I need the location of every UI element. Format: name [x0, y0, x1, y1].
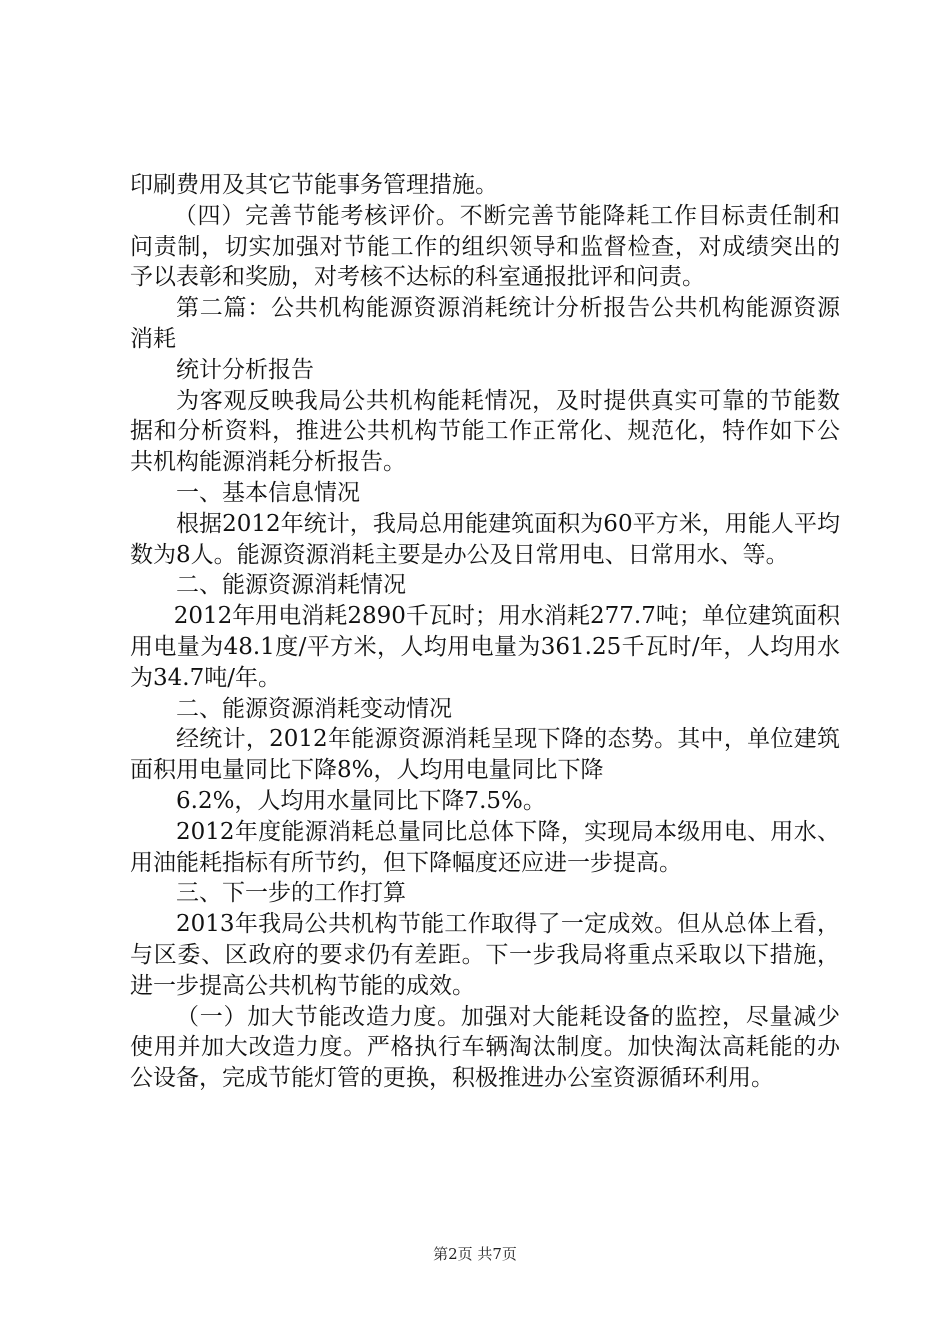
paragraph: 2013年我局公共机构节能工作取得了一定成效。但从总体上看，与区委、区政府的要求仍有差距。下一步我局将重点采取以下措施，进一步提高公共机构节能的成效。	[130, 911, 840, 999]
heading: 一、基本信息情况	[176, 479, 360, 506]
paragraph: 印刷费用及其它节能事务管理措施。	[130, 172, 498, 198]
heading: 三、下一步的工作打算	[176, 880, 406, 907]
paragraph: 为客观反映我局公共机构能耗情况，及时提供真实可靠的节能数据和分析资料，推进公共机构节能工作正常化、规范化，特作如下公共机构能源消耗分析报告。	[130, 387, 840, 476]
paragraph: （一）加大节能改造力度。加强对大能耗设备的监控，尽量减少使用并加大改造力度。严格执行车辆淘汰制度。加快淘汰高耗能的办公设备，完成节能灯管的更换，积极推进办公室资源循环利用。	[130, 1003, 840, 1092]
heading: 二、能源资源消耗情况	[176, 572, 406, 599]
section-subtitle: 统计分析报告	[176, 356, 314, 383]
heading: 二、能源资源消耗变动情况	[176, 695, 452, 722]
page-footer: 第2页 共7页	[433, 1245, 517, 1263]
paragraph: 6.2%，人均用水量同比下降7.5%。	[176, 787, 546, 814]
paragraph: 经统计，2012年能源资源消耗呈现下降的态势。其中，单位建筑面积用电量同比下降8%，人均用电量同比下降	[130, 726, 840, 784]
document-body	[130, 170, 840, 1094]
paragraph: 2012年度能源消耗总量同比总体下降，实现局本级用电、用水、用油能耗指标有所节约，但下降幅度还应进一步提高。	[130, 818, 840, 876]
paragraph: 2012年用电消耗2890千瓦时；用水消耗277.7吨；单位建筑面积用电量为48.1度/平方米，人均用电量为361.25千瓦时/年，人均用水为34.7吨/年。	[130, 603, 840, 691]
paragraph: （四）完善节能考核评价。不断完善节能降耗工作目标责任制和问责制，切实加强对节能工作的组织领导和监督检查，对成绩突出的予以表彰和奖励，对考核不达标的科室通报批评和问责。	[130, 202, 840, 291]
section-title: 第二篇：公共机构能源资源消耗统计分析报告公共机构能源资源消耗	[130, 295, 840, 352]
paragraph: 根据2012年统计，我局总用能建筑面积为60平方米，用能人平均数为8人。能源资源消耗主要是办公及日常用电、日常用水、等。	[130, 510, 840, 568]
